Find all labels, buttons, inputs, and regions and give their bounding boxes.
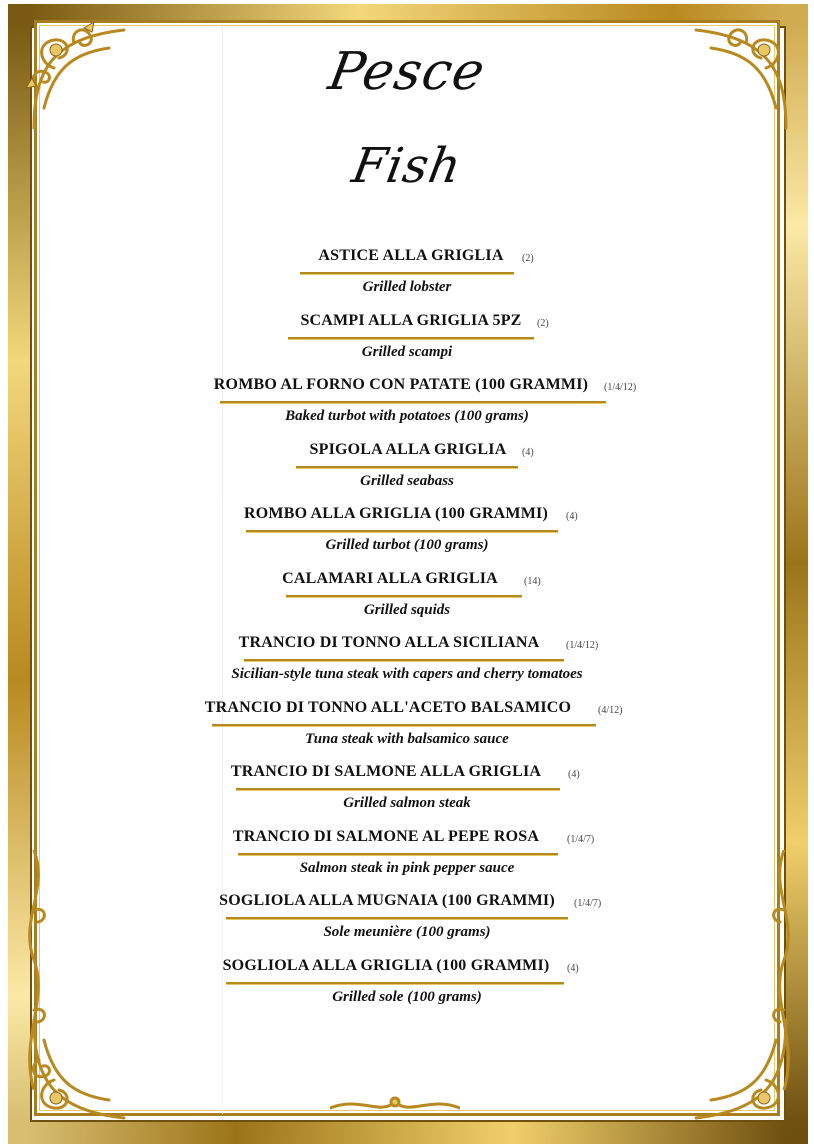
item-description: Tuna steak with balsamico sauce [305, 730, 509, 747]
item-description: Grilled seabass [360, 472, 454, 489]
item-underline [300, 272, 514, 274]
item-description: Baked turbot with potatoes (100 grams) [285, 408, 529, 424]
item-allergens: (14) [524, 575, 541, 587]
item-allergens: (2) [522, 253, 534, 264]
item-name: ASTICE ALLA GRIGLIA [318, 247, 504, 264]
item-underline [238, 853, 558, 855]
item-underline [226, 917, 568, 919]
item-underline [244, 659, 564, 661]
item-name: ROMBO AL FORNO CON PATATE (100 GRAMMI) [213, 376, 589, 393]
item-underline [236, 788, 560, 790]
ornament-bottom-icon [330, 1092, 460, 1118]
item-name: SCAMPI ALLA GRIGLIA 5PZ [300, 311, 522, 329]
item-name: TRANCIO DI TONNO ALLA SICILIANA [238, 634, 540, 651]
item-underline [296, 466, 518, 468]
item-description: Grilled lobster [362, 279, 452, 295]
item-description: Grilled sole (100 grams) [332, 988, 482, 1005]
item-description: Grilled salmon steak [343, 795, 471, 811]
item-allergens: (4) [567, 962, 579, 974]
section-title-italian: Pesce [324, 42, 490, 102]
item-allergens: (1/4/12) [604, 382, 637, 393]
menu-item [0, 309, 814, 374]
menu-item-list [0, 244, 814, 1018]
item-description: Salmon steak in pink pepper sauce [299, 859, 515, 876]
item-underline [212, 724, 596, 726]
menu-item [0, 567, 814, 632]
menu-item [0, 760, 814, 825]
item-allergens: (4) [568, 769, 580, 780]
menu-item [0, 631, 814, 696]
item-underline [286, 595, 522, 597]
menu-item [0, 889, 814, 954]
item-description: Sole meunière (100 grams) [323, 924, 491, 940]
item-name: SOGLIOLA ALLA GRIGLIA (100 GRAMMI) [222, 956, 550, 974]
item-allergens: (4) [566, 511, 578, 522]
item-allergens: (2) [537, 317, 549, 329]
menu-item [0, 825, 814, 890]
item-name: SOGLIOLA ALLA MUGNAIA (100 GRAMMI) [219, 892, 555, 909]
menu-item [0, 244, 814, 309]
item-allergens: (1/4/7) [567, 833, 595, 845]
menu-item [0, 696, 814, 761]
item-allergens: (4) [522, 446, 534, 458]
item-name: TRANCIO DI SALMONE ALLA GRIGLIA [230, 763, 542, 780]
item-underline [226, 982, 564, 984]
section-title-english: Fish [347, 138, 467, 194]
item-underline [288, 337, 534, 339]
menu-item [0, 954, 814, 1019]
item-description: Grilled turbot (100 grams) [325, 537, 489, 553]
menu-item [0, 373, 814, 438]
item-allergens: (1/4/12) [566, 640, 599, 651]
item-name: TRANCIO DI SALMONE AL PEPE ROSA [232, 827, 540, 845]
item-name: TRANCIO DI TONNO ALL'ACETO BALSAMICO [204, 698, 572, 716]
item-allergens: (1/4/7) [574, 898, 602, 909]
item-underline [246, 530, 558, 532]
item-description: Grilled squids [363, 601, 451, 618]
item-description: Sicilian-style tuna steak with capers and cherry tomatoes [231, 666, 583, 682]
menu-item [0, 438, 814, 503]
item-underline [220, 401, 606, 403]
item-description: Grilled scampi [361, 343, 453, 360]
item-name: CALAMARI ALLA GRIGLIA [282, 569, 498, 587]
item-allergens: (4/12) [598, 704, 623, 716]
menu-item [0, 502, 814, 567]
item-name: ROMBO ALLA GRIGLIA (100 GRAMMI) [244, 505, 548, 522]
item-name: SPIGOLA ALLA GRIGLIA [309, 440, 507, 458]
